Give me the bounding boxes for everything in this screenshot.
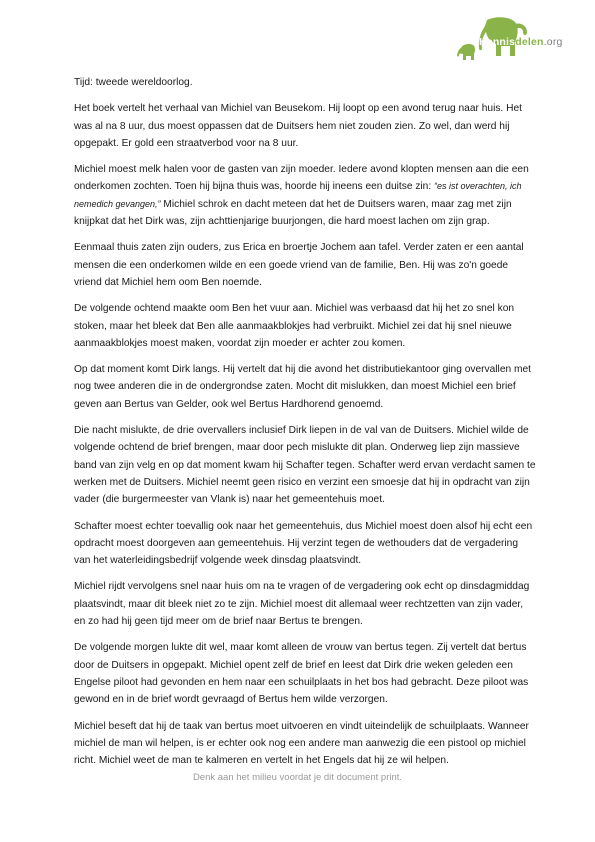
paragraph-letter: De volgende morgen lukte dit wel, maar komt alleen de vrouw van bertus tegen. Zij vertelt dat bertus door de Duitsers in opgepakt. Michiel opent zelf de brief en leest dat Dirk drie weken geleden een Engelse piloot had gevonden en hem naar een schuilplaats in het bos had gebracht. Deze piloot was gewond en in de brief wordt gevraagd of Bertus hem wilde verzorgen.	[74, 642, 529, 706]
paragraph-time: Tijd: tweede wereldoorlog.	[74, 77, 193, 88]
document-body	[74, 74, 536, 778]
german-quote: “es ist overachten, ich nemedich gevangen,”	[74, 181, 522, 209]
paragraph-milk-start: Michiel moest melk halen voor de gasten van zijn moeder. Iedere avond klopten mensen aan die een onderkomen zochten. Toen hij bijna thuis was, hoorde hij ineens een duitse zin:	[74, 164, 529, 193]
logo-text-kennis: Kennis	[479, 36, 516, 48]
footer-note: Denk aan het milieu voordat je dit document print.	[192, 772, 403, 783]
paragraph-dirk: Op dat moment komt Dirk langs. Hij vertelt dat hij die avond het distributiekantoor ging overvallen met nog twee anderen die in de ondergrondse zaten. Mocht dit mislukken, dan moest Michiel een brief geven aan Bertus van Gelder, ook wel Bertus Hardhorend genoemd.	[74, 364, 531, 410]
paragraph-milk-end: Michiel schrok en dacht meteen dat het de Duitsers waren, maar zag met zijn knijpkat dat het Dirk was, zijn achttienjarige buurjongen, die hard moest lachen om zijn grap.	[74, 198, 512, 228]
logo-wordmark	[479, 36, 563, 48]
kennisdelen-logo	[457, 14, 575, 60]
paragraph-milk	[74, 161, 536, 230]
paragraph-meeting: Michiel rijdt vervolgens snel naar huis om na te vragen of de vergadering ook echt op dinsdagmiddag plaatsvindt, maar dit bleek niet zo te zijn. Michiel moest dit allemaal weer rechtzetten van zijn vader, en zo had hij geen tijd meer om de brief naar Bertus te brengen.	[74, 581, 530, 628]
paragraph-fire: De volgende ochtend maakte oom Ben het vuur aan. Michiel was verbaasd dat hij het zo snel kon stoken, maar het bleek dat Ben alle aanmaakblokjes had verbruikt. Michiel zei dat hij snel nieuwe aanmaakblokjes moest maken, voordat zijn moeder er achter zou komen.	[74, 303, 515, 349]
paragraph-intro: Het boek vertelt het verhaal van Michiel van Beusekom. Hij loopt op een avond terug naar huis. Het was al na 8 uur, dus moest oppassen dat de Duitsers hem niet zouden zien. Zo wel, dan werd hij opgepakt. Er gold een straatverbod voor na 8 uur.	[74, 103, 522, 149]
logo-text-org: .org	[543, 36, 563, 48]
paragraph-hideout: Michiel beseft dat hij de taak van bertus moet uitvoeren en vindt uiteindelijk de schuilplaats. Wanneer michiel de man wil helpen, is er echter ook nog een andere man aanwezig die een pistool op michiel richt. Michiel weet de man te kalmeren en vertelt in het Engels dat hij ze wil helpen.	[74, 720, 529, 767]
paragraph-schafter: Schafter moest echter toevallig ook naar het gemeentehuis, dus Michiel moest doen alsof hij echt een opdracht moest doorgeven aan gemeentehuis. Hij verzint tegen de wethouders dat de vergadering van het waterleidingsbedrijf volgende week dinsdag plaatsvindt.	[74, 520, 533, 567]
logo-text-delen: delen	[515, 36, 544, 48]
paragraph-night: Die nacht mislukte, de drie overvallers inclusief Dirk liepen in de val van de Duitsers. Michiel wilde de volgende ochtend de brief brengen, maar door pech mislukte dit plan. Onderweg liep zijn massieve band van zijn velg en op dat moment kwam hij Schafter tegen. Schafter werd ervan verdacht samen te werken met de Duitsers. Michiel neemt geen risico en verzint een smoesje dat hij in opdracht van zijn vader (die burgermeester van Vlank is) naar het gemeentehuis moet.	[74, 425, 536, 506]
paragraph-home: Eenmaal thuis zaten zijn ouders, zus Erica en broertje Jochem aan tafel. Verder zaten er een aantal mensen die een onderkomen wilde en een goede vriend van de familie, Ben. Hij was zo'n goede vriend dat Michiel hem oom Ben noemde.	[74, 242, 524, 288]
